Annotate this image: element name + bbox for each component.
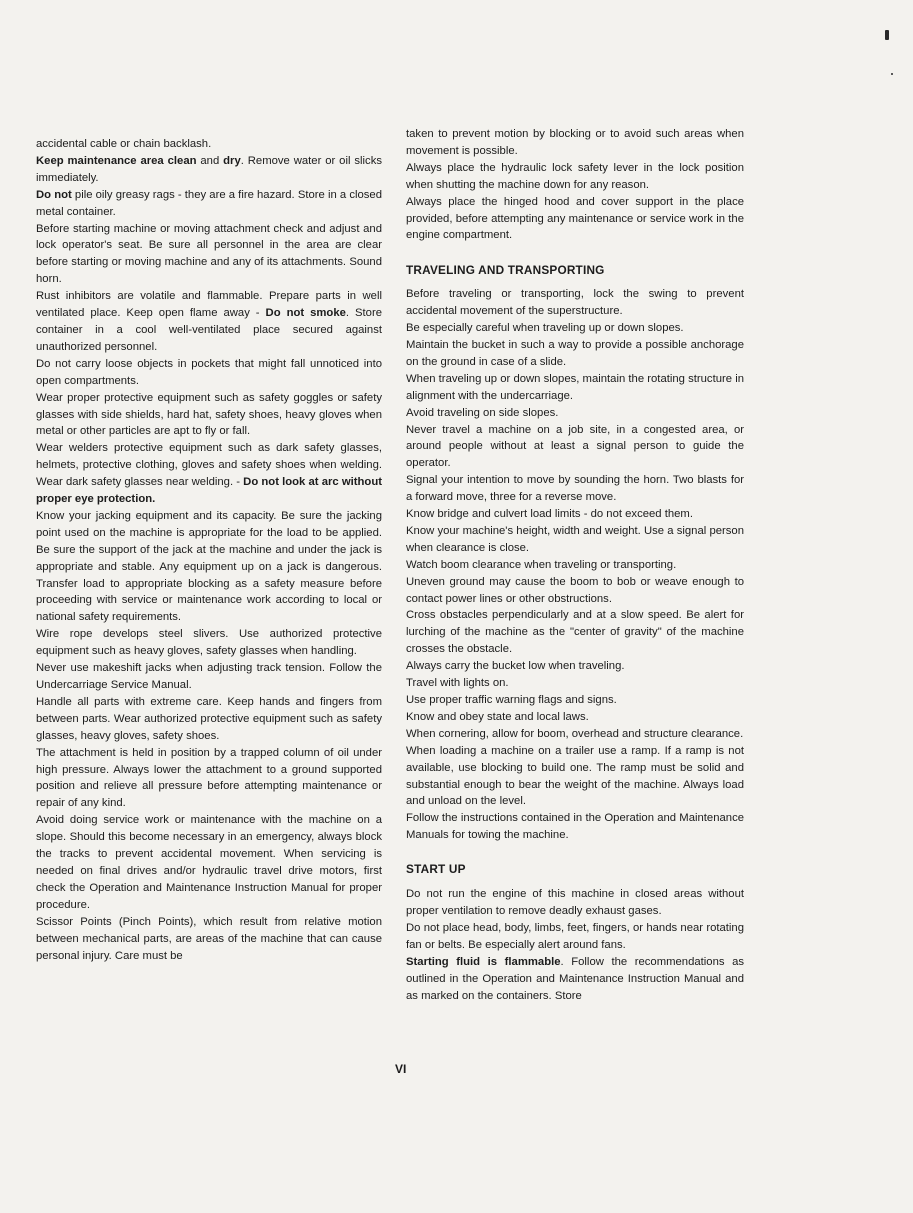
paragraph <box>36 660 382 694</box>
paragraph: When loading a machine on a trailer use a ramp. If a ramp is not available, use blocking to build one. The ramp must be solid and substantial enough to bear the weight of the machine. Always load and unload on the level. <box>406 744 744 808</box>
bold-text: Starting fluid is flammable <box>406 955 561 968</box>
paragraph-text: pile oily greasy rags - they are a fire hazard. Store in a closed metal container. <box>36 188 382 218</box>
bold-text: Do not smoke <box>265 307 346 320</box>
page-number: VI <box>395 1062 407 1076</box>
right-column <box>406 126 744 1004</box>
paragraph <box>36 812 382 913</box>
margin-dot <box>891 73 893 75</box>
margin-mark <box>885 30 889 40</box>
paragraph: Know and obey state and local laws. <box>406 710 589 723</box>
paragraph-text: . Remove water or oil slicks immediately. <box>36 154 382 184</box>
paragraph: Know bridge and culvert load limits - do not exceed them. <box>406 508 693 521</box>
paragraph <box>36 288 382 356</box>
paragraph: When traveling up or down slopes, maintain the rotating structure in alignment with the undercarriage. <box>406 372 744 402</box>
paragraph: Cross obstacles perpendicularly and at a slow speed. Be alert for lurching of the machine as the "center of gravity" of the machine crosses the obstacle. <box>406 609 744 656</box>
paragraph-text: Rust inhibitors are volatile and flammable. Prepare parts in well ventilated place. Keep open flame away - <box>36 290 382 320</box>
paragraph <box>36 508 382 626</box>
paragraph <box>36 914 382 965</box>
paragraph: Use proper traffic warning flags and signs. <box>406 694 617 706</box>
paragraph <box>36 153 382 187</box>
paragraph-text: Scissor Points (Pinch Points), which result from relative motion between mechanical parts, are areas of the machine that can cause personal injury. Care must be <box>36 915 382 962</box>
paragraph <box>36 390 382 441</box>
bold-text: Do not look at arc without proper eye protection. <box>36 476 382 506</box>
paragraph-text: Handle all parts with extreme care. Keep hands and fingers from between parts. Wear authorized protective equipment such as safety glasses, heavy gloves, safety shoes. <box>36 695 382 742</box>
paragraph-text: . Follow the recommendations as outlined in the Operation and Maintenance Instruction Manual and as marked on the containers. Store <box>406 955 745 1002</box>
left-column <box>36 136 382 964</box>
paragraph-text: Know your jacking equipment and its capacity. Be sure the jacking point used on the machine is appropriate for the load to be applied. Be sure the support of the jack at the machine and under the jack is appropriate and stable. Any equipment up on a jack is dangerous. Transfer load to appropriate blocking as a safety measure before proceeding with service or maintenance work according to local or national safety requirements. <box>36 509 382 624</box>
paragraph-text: . Store container in a cool well-ventilated place secured against unauthorized personnel. <box>36 307 383 353</box>
paragraph: Always carry the bucket low when traveling. <box>406 660 625 673</box>
section-heading: TRAVELING AND TRANSPORTING <box>406 263 605 278</box>
paragraph: Maintain the bucket in such a way to provide a possible anchorage on the ground in case of a slide. <box>406 338 744 368</box>
paragraph: Travel with lights on. <box>406 677 509 690</box>
paragraph: Always place the hydraulic lock safety lever in the lock position when shutting the machine down for any reason. <box>406 161 744 191</box>
paragraph <box>36 440 382 508</box>
paragraph: Before traveling or transporting, lock the swing to prevent accidental movement of the superstructure. <box>406 288 744 318</box>
paragraph: Do not run the engine of this machine in closed areas without proper ventilation to remove deadly exhaust gases. <box>406 888 744 917</box>
paragraph <box>36 221 382 289</box>
paragraph <box>406 954 744 1005</box>
paragraph: Avoid traveling on side slopes. <box>406 406 559 419</box>
paragraph-text: Do not carry loose objects in pockets that might fall unnoticed into open compartments. <box>36 357 382 387</box>
paragraph: Know your machine's height, width and weight. Use a signal person when clearance is close. <box>406 524 744 554</box>
paragraph: When cornering, allow for boom, overhead and structure clearance. <box>406 727 744 740</box>
paragraph-text: Avoid doing service work or maintenance with the machine on a slope. Should this become necessary in an emergency, always block the tracks to prevent accidental movement. When servicing is needed on final drives and/or hydraulic travel drive motors, first check the Operation and Maintenance Instruction Manual for proper procedure. <box>36 814 382 911</box>
paragraph-text: The attachment is held in position by a trapped column of oil under high pressure. Always lower the attachment to a ground supported position and relieve all pressure before attempting maintenance or repair of any kind. <box>36 746 382 810</box>
paragraph-text: Before starting machine or moving attachment check and adjust and lock operator's seat. Be sure all personnel in the area are clear before starting or moving machine and any of its attachments. Sound horn. <box>36 222 382 286</box>
paragraph <box>36 187 382 221</box>
paragraph <box>36 745 382 813</box>
paragraph: Never travel a machine on a job site, in a congested area, or around people without at least a signal person to guide the operator. <box>406 423 744 470</box>
paragraph: Signal your intention to move by sounding the horn. Two blasts for a forward move, three for a reverse move. <box>406 474 744 504</box>
paragraph-text: Never use makeshift jacks when adjusting track tension. Follow the Undercarriage Service Manual. <box>36 662 382 691</box>
bold-text: Do not <box>36 188 72 201</box>
paragraph: Watch boom clearance when traveling or transporting. <box>406 558 677 571</box>
paragraph: taken to prevent motion by blocking or to avoid such areas when movement is possible. <box>406 128 744 157</box>
paragraph-text: and <box>196 154 224 167</box>
paragraph-text: Wear proper protective equipment such as safety goggles or safety glasses with side shields, hard hat, safety shoes, heavy gloves when metal or other particles are apt to fly or fall. <box>36 391 382 438</box>
paragraph: Always place the hinged hood and cover support in the place provided, before attempting any maintenance or service work in the engine compartment. <box>406 195 744 242</box>
paragraph: Follow the instructions contained in the Operation and Maintenance Manuals for towing the machine. <box>406 812 744 842</box>
paragraph <box>36 694 382 745</box>
bold-text: Keep maintenance area clean <box>36 154 197 167</box>
paragraph-text: accidental cable or chain backlash. <box>36 138 212 150</box>
paragraph-text: Wire rope develops steel slivers. Use authorized protective equipment such as heavy gloves, safety glasses when handling. <box>36 628 382 658</box>
paragraph: Be especially careful when traveling up or down slopes. <box>406 322 684 335</box>
paragraph: Uneven ground may cause the boom to bob or weave enough to contact power lines or other obstructions. <box>406 575 744 605</box>
paragraph <box>36 626 382 660</box>
paragraph <box>36 356 382 390</box>
section-heading: START UP <box>406 862 466 877</box>
paragraph: Do not place head, body, limbs, feet, fingers, or hands near rotating fan or belts. Be especially alert around fans. <box>406 921 744 951</box>
paragraph <box>36 136 382 153</box>
bold-text: dry <box>223 154 241 167</box>
paragraph-text: Wear welders protective equipment such as dark safety glasses, helmets, protective clothing, gloves and safety shoes when welding. Wear dark safety glasses near welding. - <box>36 442 382 489</box>
